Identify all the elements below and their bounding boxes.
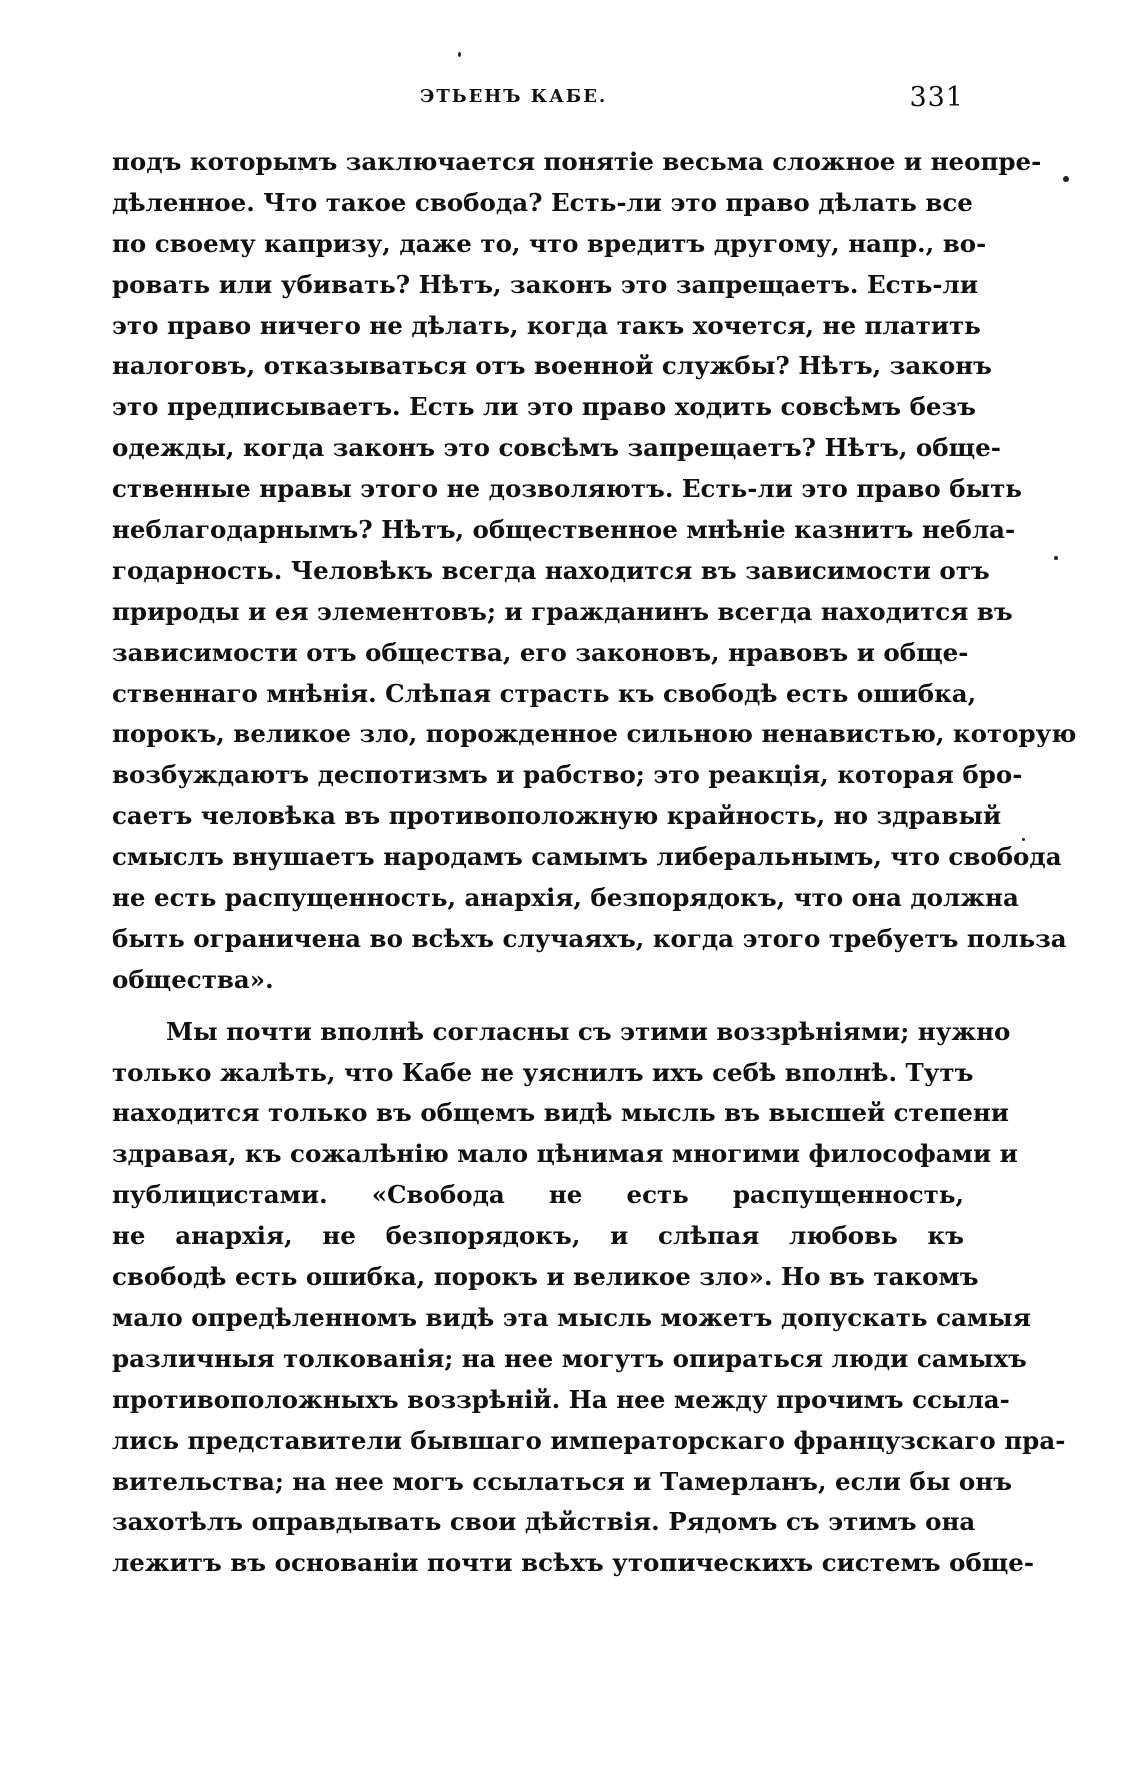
- text-line: вительства; на нее могъ ссылаться и Тамерланъ, если бы онъ: [112, 1466, 1012, 1496]
- text-line: зависимости отъ общества, его законовъ, нравовъ и обще-: [112, 637, 969, 667]
- text-line: мало опредѣленномъ видѣ эта мысль можетъ допускать самыя: [112, 1302, 1031, 1332]
- print-speck: [1063, 176, 1069, 182]
- text-line: ственные нравы этого не дозволяютъ. Есть-ли это право быть: [112, 474, 1022, 504]
- running-head: [112, 82, 964, 112]
- text-line: свободѣ есть ошибка, порокъ и великое зло». Но въ такомъ: [112, 1262, 979, 1292]
- text-line: Мы почти вполнѣ согласны съ этими воззрѣніями; нужно: [166, 1016, 1011, 1046]
- text-line: смыслъ внушаетъ народамъ самымъ либеральнымъ, что свобода: [112, 842, 1062, 872]
- text-line: налоговъ, отказываться отъ военной службы? Нѣтъ, законъ: [112, 351, 992, 381]
- text-line: природы и ея элементовъ; и гражданинъ всегда находится въ: [112, 596, 1013, 626]
- text-line: дѣленное. Что такое свобода? Есть-ли это право дѣлать все: [112, 187, 973, 217]
- text-line: находится только въ общемъ видѣ мысль въ высшей степени: [112, 1098, 1009, 1128]
- text-line: общества».: [112, 964, 274, 994]
- print-speck: [458, 52, 461, 57]
- page-number: 331: [909, 82, 964, 113]
- paragraph-2: [112, 1012, 1066, 1584]
- paragraph-gap: [112, 1001, 964, 1012]
- text-line: захотѣлъ оправдывать свои дѣйствія. Рядомъ съ этимъ она: [112, 1507, 976, 1537]
- text-line: саетъ человѣка въ противоположную крайность, но здравый: [112, 801, 1002, 831]
- text-line: лежитъ въ основаніи почти всѣхъ утопическихъ системъ обще-: [112, 1548, 1035, 1578]
- text-line: лись представители бывшаго императорскаго французскаго пра-: [112, 1425, 1066, 1455]
- text-line: это право ничего не дѣлать, когда такъ хочется, не платить: [112, 310, 981, 340]
- paragraph-1: [112, 142, 1077, 1001]
- text-line: ровать или убивать? Нѣтъ, законъ это запрещаетъ. Есть-ли: [112, 269, 979, 299]
- text-line: годарность. Человѣкъ всегда находится въ зависимости отъ: [112, 555, 990, 585]
- text-line: неблагодарнымъ? Нѣтъ, общественное мнѣніе казнитъ небла-: [112, 515, 1016, 545]
- running-title: ЭТЬЕНЪ КАБЕ.: [420, 86, 608, 107]
- text-line: публицистами. «Свобода не есть распущенность,: [112, 1180, 964, 1210]
- text-line: это предписываетъ. Есть ли это право ходить совсѣмъ безъ: [112, 392, 976, 422]
- text-line: одежды, когда законъ это совсѣмъ запрещаетъ? Нѣтъ, обще-: [112, 433, 1001, 463]
- text-line: различныя толкованія; на нее могутъ опираться люди самыхъ: [112, 1343, 1027, 1373]
- text-line: противоположныхъ воззрѣній. На нее между прочимъ ссыла-: [112, 1384, 1010, 1414]
- text-line: подъ которымъ заключается понятіе весьма сложное и неопре-: [112, 147, 1042, 176]
- text-line: здравая, къ сожалѣнію мало цѣнимая многими философами и: [112, 1139, 1018, 1169]
- text-line: возбуждаютъ деспотизмъ и рабство; это реакція, которая бро-: [112, 760, 1023, 790]
- print-speck: [1054, 556, 1058, 560]
- print-speck: [1022, 838, 1025, 841]
- text-line: порокъ, великое зло, порожденное сильною ненавистью, которую: [112, 719, 1077, 749]
- text-line: только жалѣть, что Кабе не уяснилъ ихъ себѣ вполнѣ. Тутъ: [112, 1057, 974, 1087]
- text-line: быть ограничена во всѣхъ случаяхъ, когда этого требуетъ польза: [112, 923, 1067, 953]
- text-line: не анархія, не безпорядокъ, и слѣпая любовь къ: [112, 1221, 964, 1251]
- text-line: по своему капризу, даже то, что вредитъ другому, напр., во-: [112, 228, 987, 258]
- text-line: не есть распущенность, анархія, безпорядокъ, что она должна: [112, 883, 1019, 913]
- body-text: [112, 142, 1077, 1584]
- text-line: ственнаго мнѣнія. Слѣпая страсть къ свободѣ есть ошибка,: [112, 678, 977, 708]
